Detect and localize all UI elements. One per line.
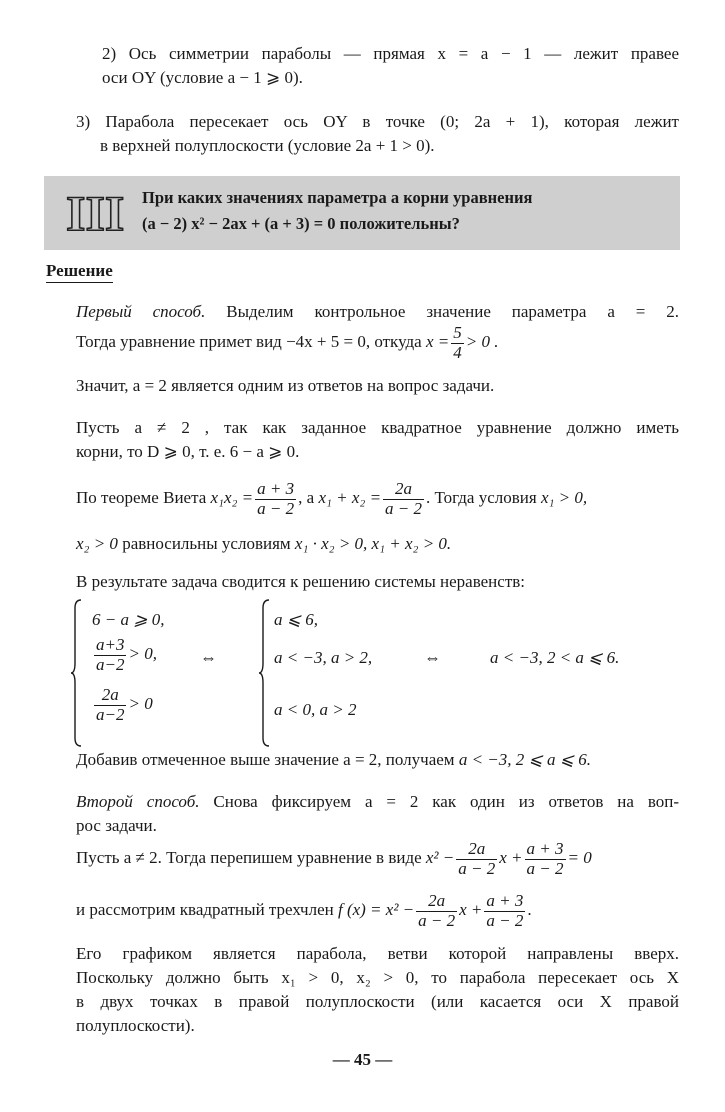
math-sum: x₁ + x₂ = bbox=[318, 488, 382, 508]
fraction-denominator: a − 2 bbox=[418, 910, 456, 930]
solution-heading: Решение bbox=[46, 260, 113, 283]
math-x1-positive: x₁ > 0, bbox=[540, 488, 588, 508]
fraction-denominator: a − 2 bbox=[257, 498, 295, 518]
math-x-plus: x + bbox=[499, 848, 523, 868]
method1-vieta-line-2 bbox=[76, 532, 679, 557]
method2-p4-line-3: в двух точках в правой полуплоскости (или касается оси X правой bbox=[76, 992, 679, 1011]
system2-row-1: a ⩽ 6, bbox=[274, 610, 318, 629]
method1-p1-text: Выделим контрольное значение параметра a = 2. bbox=[226, 302, 680, 321]
method1-title: Первый способ. bbox=[76, 302, 206, 321]
fraction-a-plus-3 bbox=[484, 892, 525, 930]
fraction-numerator: 2a bbox=[383, 480, 424, 500]
method2-line-2: рос задачи. bbox=[76, 816, 157, 835]
math-tail: > 0, bbox=[128, 644, 157, 664]
vieta-then-text: . Тогда условия bbox=[426, 488, 537, 508]
fraction-a-plus-3 bbox=[525, 840, 566, 878]
fraction-numerator: 2a bbox=[94, 686, 126, 706]
fraction-numerator: a+3 bbox=[96, 635, 125, 654]
fraction-denominator: a − 2 bbox=[526, 858, 564, 878]
fraction-denominator: a − 2 bbox=[458, 858, 496, 878]
math-f-of-x: f (x) = x² − bbox=[337, 900, 415, 920]
method1-p2: Значит, a = 2 является одним из ответов на вопрос задачи. bbox=[76, 376, 495, 395]
math-equals-zero: = 0 bbox=[567, 848, 592, 868]
math-x-plus: x + bbox=[459, 900, 483, 920]
math-tail: > 0 bbox=[128, 694, 153, 714]
method1-p3-line-2: корни, то D ⩾ 0, т. е. 6 − a ⩾ 0. bbox=[76, 442, 300, 461]
fraction-numerator: 2a bbox=[456, 840, 497, 860]
item-3-line-1: 3) Парабола пересекает ось OY в точке (0; 2a + 1), которая лежит bbox=[76, 112, 679, 131]
system1-row-1: 6 − a ⩾ 0, bbox=[92, 610, 165, 629]
fraction-2a bbox=[456, 840, 497, 878]
method2-p1-text: Снова фиксируем a = 2 как один из ответов на воп- bbox=[213, 792, 679, 811]
method1-p6 bbox=[76, 748, 679, 773]
fraction-product bbox=[255, 480, 296, 518]
task-number-icon: III bbox=[66, 185, 125, 241]
math-x-equals: x = bbox=[425, 332, 450, 352]
method2-trinomial-line bbox=[76, 892, 679, 940]
fraction-denominator: a−2 bbox=[96, 654, 125, 674]
method2-line-1 bbox=[76, 790, 679, 815]
equivalence-arrow-2: ⇔ bbox=[424, 648, 441, 667]
math-period: . bbox=[527, 900, 532, 920]
page-number: — 45 — bbox=[332, 1050, 393, 1069]
left-brace-icon bbox=[70, 598, 82, 748]
fraction-numerator: a + 3 bbox=[486, 891, 524, 910]
fraction-denominator: 4 bbox=[453, 342, 462, 362]
system1-row-3 bbox=[92, 686, 153, 724]
method2-p4-line-2: Поскольку должно быть x₁ > 0, x₂ > 0, то парабола пересекает ось X bbox=[76, 968, 679, 987]
fraction-numerator: 2a bbox=[416, 892, 457, 912]
system-result: a < −3, 2 < a ⩽ 6. bbox=[490, 648, 620, 667]
system1-row-2 bbox=[92, 636, 157, 674]
equivalent-text: равносильны условиям bbox=[122, 534, 291, 553]
method1-p3-line-1: Пусть a ≠ 2 , так как заданное квадратное уравнение должно иметь bbox=[76, 418, 679, 437]
fraction-numerator: a + 3 bbox=[257, 479, 295, 498]
method1-p5: В результате задача сводится к решению системы неравенств: bbox=[76, 572, 526, 591]
fraction-numerator: a + 3 bbox=[526, 839, 564, 858]
math-product: x₁x₂ = bbox=[210, 488, 254, 508]
method1-line-2 bbox=[76, 324, 679, 364]
vieta-conjunction: , а bbox=[298, 488, 315, 508]
fraction-sys1-row2 bbox=[94, 636, 126, 674]
method2-p2-text: Пусть a ≠ 2. Тогда перепишем уравнение в виде bbox=[76, 848, 422, 868]
math-x2-positive: x₂ > 0 bbox=[76, 534, 118, 553]
fraction-denominator: a − 2 bbox=[486, 910, 524, 930]
fraction-2a bbox=[416, 892, 457, 930]
method1-p6-text: Добавив отмеченное выше значение a = 2, получаем bbox=[76, 750, 455, 769]
fraction-sum bbox=[383, 480, 424, 518]
task-box bbox=[44, 176, 680, 250]
math-final-answer: a < −3, 2 ⩽ a ⩽ 6. bbox=[458, 750, 591, 769]
method2-title: Второй способ. bbox=[76, 792, 200, 811]
method2-p3-text: и рассмотрим квадратный трехчлен bbox=[76, 900, 334, 920]
fraction-5-4 bbox=[451, 324, 464, 362]
vieta-text: По теореме Виета bbox=[76, 488, 207, 508]
method1-p1-line2-text: Тогда уравнение примет вид −4x + 5 = 0, откуда bbox=[76, 332, 422, 352]
task-question-line-2: (a − 2) x² − 2ax + (a + 3) = 0 положительны? bbox=[142, 214, 460, 233]
math-greater-zero: > 0 . bbox=[465, 332, 499, 352]
fraction-numerator: 5 bbox=[453, 323, 462, 342]
fraction-sys1-row3 bbox=[94, 686, 126, 724]
math-x-squared: x² − bbox=[425, 848, 455, 868]
math-conditions: x₁ · x₂ > 0, x₁ + x₂ > 0. bbox=[294, 534, 452, 553]
fraction-denominator: a−2 bbox=[96, 704, 125, 724]
method1-line-1 bbox=[76, 300, 679, 325]
equivalence-arrow-1: ⇔ bbox=[200, 648, 217, 667]
inequality-systems bbox=[70, 598, 670, 748]
method1-vieta-line bbox=[76, 480, 679, 528]
item-2-line-1: 2) Ось симметрии параболы — прямая x = a − 1 — лежит правее bbox=[102, 44, 679, 63]
method2-p4-line-1: Его графиком является парабола, ветви которой направлены вверх. bbox=[76, 944, 679, 963]
system2-row-3: a < 0, a > 2 bbox=[274, 700, 357, 719]
method2-p4-line-4: полуплоскости). bbox=[76, 1016, 195, 1035]
item-3-line-2: в верхней полуплоскости (условие 2a + 1 > 0). bbox=[100, 136, 435, 155]
item-2-line-2: оси OY (условие a − 1 ⩾ 0). bbox=[102, 68, 303, 87]
system2-row-2: a < −3, a > 2, bbox=[274, 648, 373, 667]
method2-rewrite-line bbox=[76, 840, 679, 888]
task-question-line-1: При каких значениях параметра a корни уравнения bbox=[142, 188, 533, 207]
left-brace-icon bbox=[258, 598, 270, 748]
fraction-denominator: a − 2 bbox=[385, 498, 423, 518]
